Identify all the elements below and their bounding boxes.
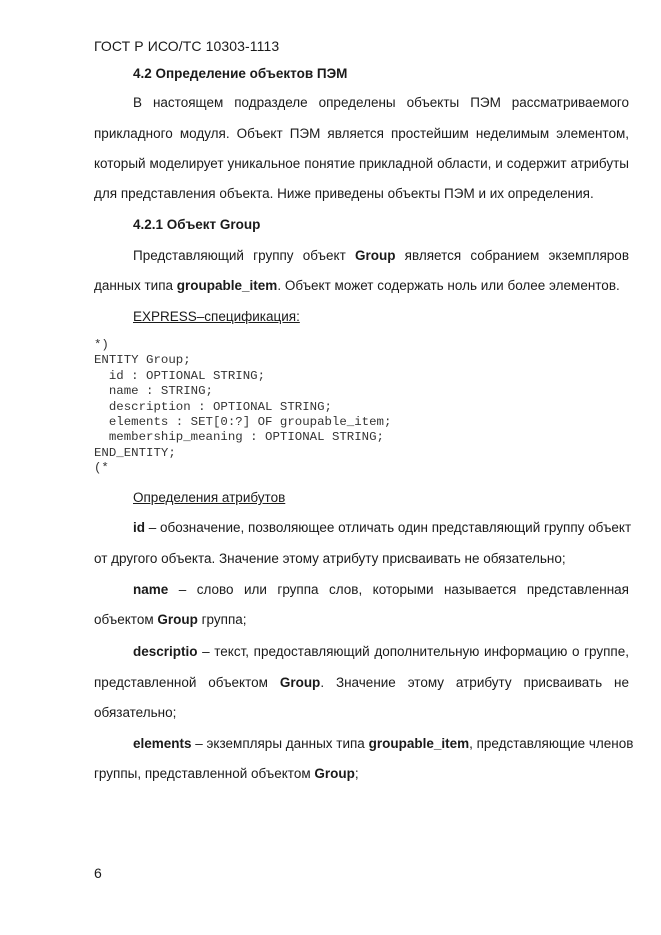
attr-def-line: [94, 612, 629, 627]
text-run: группы, представленной объектом: [94, 766, 315, 781]
text-run: – текст, предоставляющий дополнительную информацию о группе,: [197, 644, 629, 659]
text-run: группа;: [197, 612, 247, 627]
text-run: представленной объектом: [94, 675, 280, 690]
attribute-definitions-label: [94, 490, 629, 505]
attribute-definitions-label-text: Определения атрибутов: [133, 490, 286, 505]
attr-name-description: descriptio: [133, 644, 198, 659]
attr-def-line: обязательно;: [94, 705, 177, 720]
text-run: – слово или группа слов, которыми называется представленная: [168, 582, 629, 597]
text-run: данных типа: [94, 278, 177, 293]
attr-def-line: [94, 582, 629, 597]
paragraph-line: прикладного модуля. Объект ПЭМ является простейшим неделимым элементом,: [94, 126, 629, 141]
attr-name-id: id: [133, 520, 145, 535]
text-run: , представляющие членов: [469, 736, 634, 751]
paragraph-line: В настоящем подразделе определены объекты ПЭМ рассматриваемого: [133, 95, 629, 110]
text-run: . Объект может содержать ноль или более элементов.: [277, 278, 620, 293]
entity-name: Group: [354, 248, 396, 263]
text-run: является собранием экземпляров: [395, 248, 629, 263]
document-header: ГОСТ Р ИСО/ТС 10303-1113: [94, 38, 280, 54]
attr-name-elements: elements: [133, 736, 192, 751]
attr-def-line: [94, 520, 632, 535]
text-run: – обозначение, позволяющее отличать один представляющий группу объект: [145, 520, 632, 535]
attr-def-line: [94, 736, 634, 751]
attr-def-line: [94, 675, 629, 690]
section-heading-4-2-1: 4.2.1 Объект Group: [133, 217, 261, 232]
paragraph-line: который моделирует уникальное понятие прикладной области, и содержит атрибуты: [94, 156, 629, 171]
express-spec-label: [94, 309, 629, 324]
entity-name: Group: [157, 612, 198, 627]
attr-def-line: [94, 766, 629, 781]
attr-name-name: name: [133, 582, 169, 597]
type-name: groupable_item: [176, 278, 278, 293]
entity-name: Group: [314, 766, 355, 781]
type-name: groupable_item: [368, 736, 470, 751]
text-run: ;: [354, 766, 359, 781]
section-heading-4-2: 4.2 Определение объектов ПЭМ: [133, 66, 348, 81]
paragraph-line: [94, 248, 629, 263]
paragraph-line: [94, 278, 629, 293]
express-code-block: *) ENTITY Group; id : OPTIONAL STRING; name : STRING; description : OPTIONAL STRING; elements : SET[0:?] OF groupable_item; membership_meaning : OPTIONAL STRING; END_ENTITY; (*: [94, 338, 392, 476]
attr-def-line: [94, 644, 629, 659]
text-run: . Значение этому атрибуту присваивать не: [320, 675, 629, 690]
text-run: объектом: [94, 612, 158, 627]
attr-def-line: от другого объекта. Значение этому атрибуту присваивать не обязательно;: [94, 551, 566, 566]
entity-name: Group: [279, 675, 321, 690]
text-run: Представляющий группу объект: [133, 248, 355, 263]
paragraph-line: для представления объекта. Ниже приведены объекты ПЭМ и их определения.: [94, 186, 594, 201]
page-number: 6: [94, 865, 102, 881]
text-run: – экземпляры данных типа: [191, 736, 369, 751]
express-spec-label-text: EXPRESS–спецификация:: [133, 309, 300, 324]
